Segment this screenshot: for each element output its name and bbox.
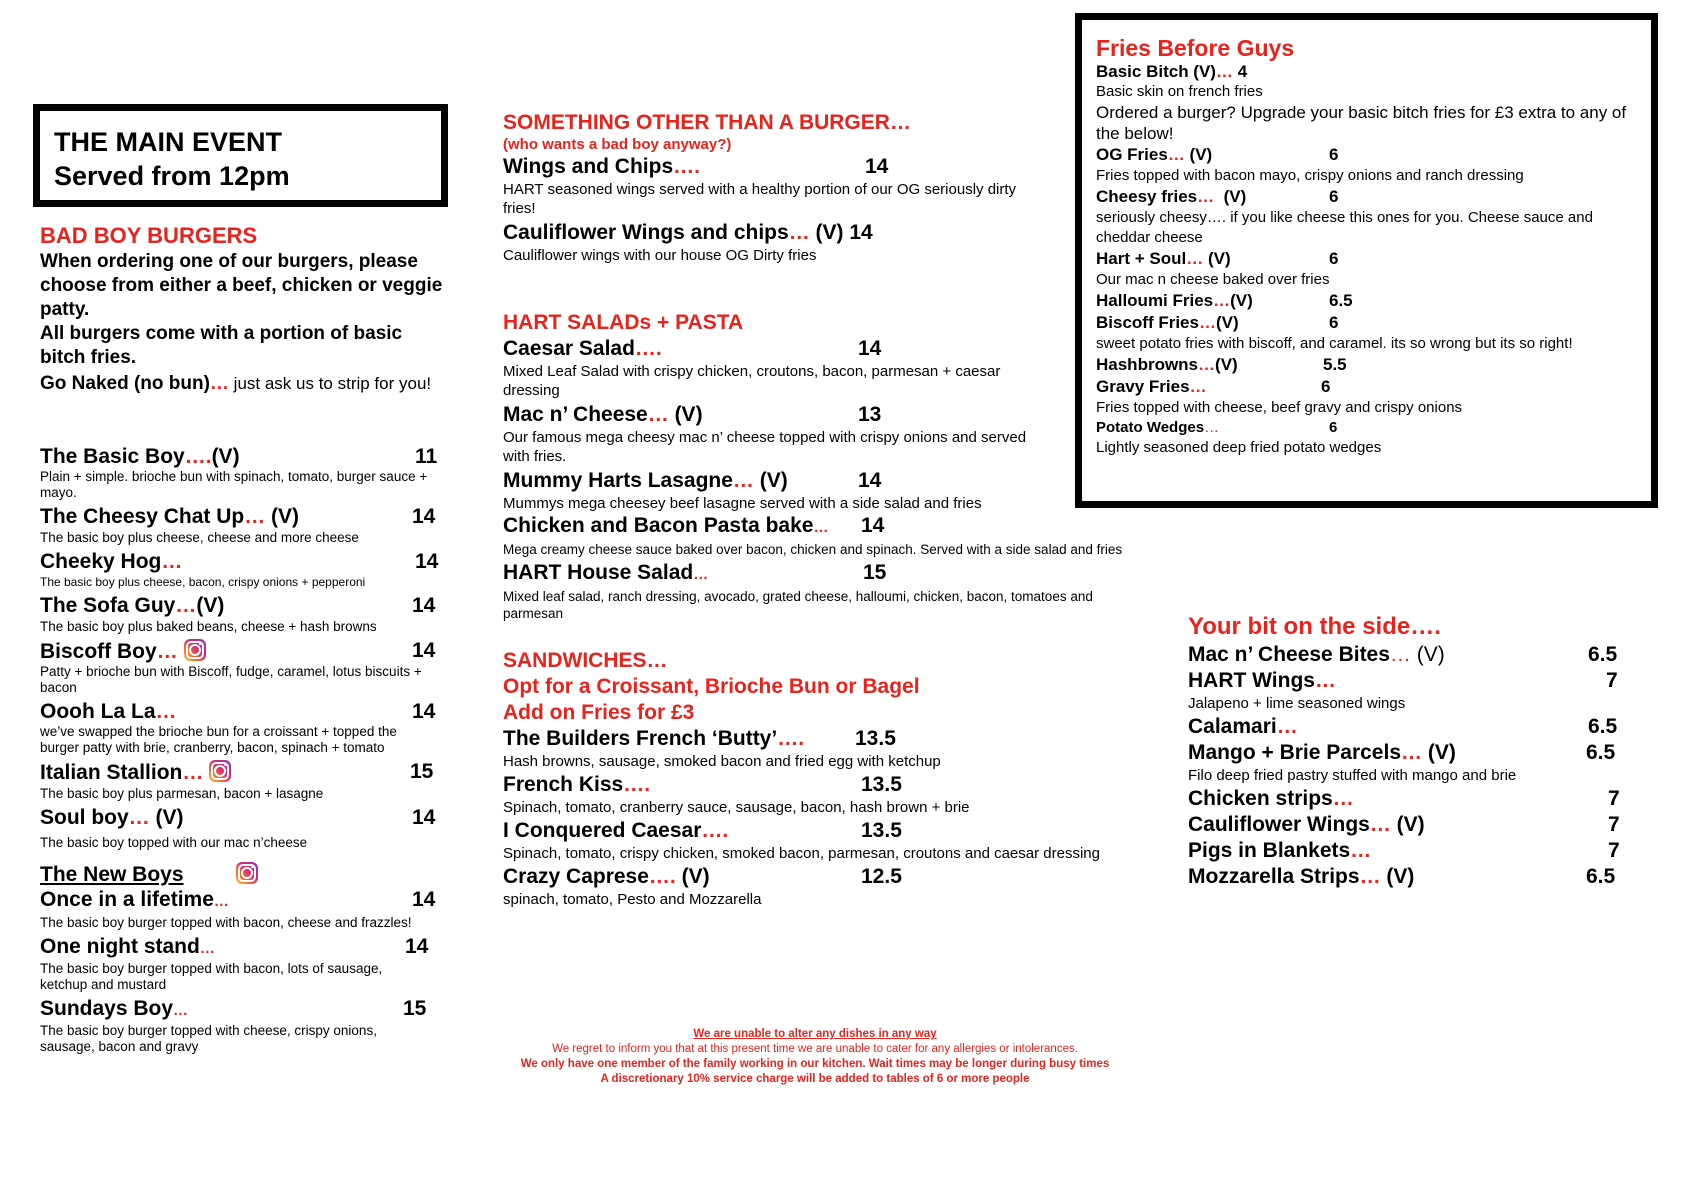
fries-upgrade-note: Ordered a burger? Upgrade your basic bitch fries for £3 extra to any of the below! (1096, 103, 1627, 143)
item-price: 6 (1329, 145, 1339, 164)
main-event-hours: Served from 12pm (54, 161, 290, 191)
sandwiches-fries-addon: Add on Fries for £3 (503, 701, 695, 724)
item-desc: Filo deep fried pastry stuffed with mango and brie (1188, 767, 1517, 784)
item-price: 11 (415, 445, 438, 468)
item-price: 12.5 (861, 865, 902, 888)
menu-item-chicken-strips (1188, 786, 1628, 812)
item-name: Oooh La La (40, 700, 156, 723)
go-naked-label: Go Naked (no bun) (40, 373, 210, 394)
menu-item-gravy-fries (1096, 376, 1641, 398)
burgers-fries-note: All burgers come with a portion of basic bitch fries. (40, 323, 403, 368)
item-price: 15 (863, 561, 887, 584)
menu-item-potato-wedges (1096, 418, 1641, 438)
item-desc: The basic boy topped with our mac n’cheese (40, 835, 308, 850)
item-dots: … (813, 519, 829, 536)
menu-item-mummy-harts-lasagne (503, 468, 1163, 494)
menu-item-hashbrowns (1096, 354, 1641, 376)
new-boys-section (40, 862, 450, 1055)
item-desc: Jalapeno + lime seasoned wings (1188, 695, 1406, 712)
item-suffix: (V) (211, 445, 240, 468)
menu-item-caesar-salad (503, 336, 1163, 362)
item-desc: Mixed Leaf Salad with crispy chicken, croutons, bacon, parmesan + caesar dressing (503, 363, 1001, 399)
item-name: One night stand (40, 935, 200, 958)
item-name: Mango + Brie Parcels (1188, 741, 1402, 764)
menu-item-halloumi-fries (1096, 290, 1641, 312)
menu-item-french-kiss (503, 772, 1163, 798)
menu-item-cheesy-chat-up (40, 505, 450, 529)
item-dots: …. (634, 337, 662, 360)
item-dots: … (1198, 355, 1216, 374)
menu-item-mac-cheese-bites (1188, 642, 1628, 668)
item-price: 6.5 (1329, 291, 1353, 310)
instagram-icon (209, 760, 231, 782)
menu-item-basic-boy (40, 445, 450, 469)
menu-item-once-in-a-lifetime (40, 888, 450, 914)
item-price: 7 (1608, 787, 1620, 810)
item-dots: … (1401, 741, 1423, 764)
item-dots: … (1186, 249, 1204, 268)
item-price: 14 (861, 514, 885, 537)
item-suffix: (V) (196, 594, 225, 617)
item-dots: … (161, 550, 183, 573)
menu-item-mac-n-cheese (503, 402, 1163, 428)
salads-title: HART SALADs + PASTA (503, 311, 744, 334)
item-name: Hart + Soul (1096, 249, 1187, 268)
item-price: 14 (412, 888, 436, 911)
burgers-intro: When ordering one of our burgers, please choose from either a beef, chicken or veggie patty. (40, 251, 443, 320)
item-dots: … (1314, 669, 1336, 692)
notice-wait-times: We only have one member of the family working in our kitchen. Wait times may be longer during busy times (520, 1058, 1110, 1070)
sides-section (1188, 612, 1628, 890)
item-name: Biscoff Boy (40, 640, 157, 663)
item-suffix: (V) (1214, 187, 1247, 206)
item-name: Caesar Salad (503, 337, 635, 360)
item-suffix: (V) (1410, 643, 1445, 666)
item-name: Mac n’ Cheese (503, 403, 648, 426)
item-price: 14 (412, 806, 436, 829)
item-dots: … (1197, 187, 1215, 206)
item-name: Basic Bitch (V) (1096, 62, 1216, 81)
item-dots: … (128, 806, 150, 829)
item-price: 6.5 (1588, 643, 1618, 666)
item-dots: … (1389, 643, 1411, 666)
item-dots: … (1359, 865, 1381, 888)
instagram-icon (184, 639, 206, 661)
item-price: 6 (1329, 419, 1338, 436)
item-suffix: (V) (1215, 355, 1238, 374)
item-dots: … (1167, 145, 1185, 164)
item-name: Cauliflower Wings (1188, 813, 1370, 836)
item-price: 14 (849, 221, 873, 244)
menu-item-cauliflower-wings-chips (503, 220, 1063, 246)
item-name: Calamari (1188, 715, 1277, 738)
menu-item-sofa-guy (40, 594, 450, 618)
item-price: 13.5 (861, 773, 902, 796)
item-name: Sundays Boy (40, 997, 174, 1020)
item-name: Cauliflower Wings and chips (503, 221, 789, 244)
item-desc: Plain + simple. brioche bun with spinach, tomato, burger sauce + mayo. (40, 469, 428, 500)
burgers-list (40, 445, 450, 851)
item-price: 13.5 (861, 819, 902, 842)
fries-title: Fries Before Guys (1096, 35, 1295, 61)
burgers-section (40, 222, 450, 396)
menu-item-biscoff-fries (1096, 312, 1641, 334)
item-price: 15 (403, 997, 427, 1020)
item-desc: The basic boy plus cheese, cheese and more cheese (40, 530, 359, 545)
item-name: Halloumi Fries (1096, 291, 1214, 310)
item-dots: … (156, 640, 178, 663)
item-suffix: (V) (1422, 741, 1456, 764)
item-price: 6.5 (1586, 865, 1616, 888)
item-suffix: (V) (265, 505, 300, 528)
item-suffix: (V) (809, 221, 844, 244)
item-price: 4 (1232, 62, 1248, 81)
item-name: The Cheesy Chat Up (40, 505, 245, 528)
item-desc: The basic boy burger topped with bacon, lots of sausage, ketchup and mustard (40, 961, 383, 992)
notice-service-charge: A discretionary 10% service charge will be added to tables of 6 or more people (600, 1073, 1030, 1085)
item-price: 6 (1321, 377, 1331, 396)
menu-item-biscoff-boy (40, 639, 450, 664)
item-price: 14 (412, 700, 436, 723)
item-name: Chicken and Bacon Pasta bake (503, 514, 814, 537)
other-subtitle: (who wants a bad boy anyway?) (503, 136, 732, 153)
item-price: 13 (858, 403, 882, 426)
item-name: The Sofa Guy (40, 594, 176, 617)
item-name: I Conquered Caesar (503, 819, 702, 842)
item-desc: Patty + brioche bun with Biscoff, fudge, caramel, lotus biscuits + bacon (40, 664, 422, 695)
main-event-box (33, 104, 448, 207)
menu-item-calamari (1188, 714, 1628, 740)
item-suffix: (V) (753, 469, 788, 492)
item-price: 6 (1329, 313, 1339, 332)
fries-box (1075, 13, 1658, 508)
item-dots: …. (648, 865, 676, 888)
item-desc: The basic boy burger topped with bacon, cheese and frazzles! (40, 915, 412, 930)
item-price: 7 (1606, 669, 1618, 692)
item-suffix: (V) (149, 806, 184, 829)
item-suffix: (V) (1380, 865, 1415, 888)
item-dots: … (1215, 62, 1233, 81)
item-name: Pigs in Blankets (1188, 839, 1351, 862)
item-dots: … (693, 566, 709, 583)
menu-item-italian-stallion (40, 760, 450, 785)
item-name: Soul boy (40, 806, 129, 829)
item-price: 6 (1329, 249, 1339, 268)
item-dots: … (1189, 377, 1207, 396)
item-price: 14 (865, 155, 889, 178)
item-name: Cheesy fries (1096, 187, 1198, 206)
item-name: Potato Wedges (1096, 419, 1205, 436)
menu-item-crazy-caprese (503, 864, 1163, 890)
item-desc: Our mac n cheese baked over fries (1096, 271, 1330, 288)
item-price: 14 (858, 469, 882, 492)
menu-item-soul-boy (40, 806, 450, 830)
item-desc: Fries topped with cheese, beef gravy and crispy onions (1096, 399, 1463, 416)
item-desc: The basic boy plus cheese, bacon, crispy onions + pepperoni (40, 575, 366, 589)
salads-section (503, 310, 1163, 622)
go-naked-dots: … (209, 373, 229, 394)
item-desc: HART seasoned wings served with a healthy portion of our OG seriously dirty fries! (503, 181, 1017, 217)
menu-item-og-fries (1096, 144, 1641, 166)
item-desc: Mega creamy cheese sauce baked over bacon, chicken and spinach. Served with a side salad and fries (503, 542, 1123, 557)
item-name: Wings and Chips (503, 155, 674, 178)
menu-item-hart-soul (1096, 248, 1641, 270)
item-dots: … (1276, 715, 1298, 738)
item-name: OG Fries (1096, 145, 1168, 164)
item-name: Chicken strips (1188, 787, 1333, 810)
item-price: 14 (412, 505, 436, 528)
item-price: 6.5 (1588, 715, 1618, 738)
item-dots: … (173, 1002, 189, 1019)
item-desc: Spinach, tomato, crispy chicken, smoked bacon, parmesan, croutons and caesar dressing (503, 845, 1100, 862)
item-dots: … (155, 700, 177, 723)
item-name: HART House Salad (503, 561, 694, 584)
item-suffix: (V) (1230, 291, 1253, 310)
item-name: Cheeky Hog (40, 550, 162, 573)
item-desc: Lightly seasoned deep fried potato wedges (1096, 439, 1382, 456)
item-dots: … (1369, 813, 1391, 836)
item-price: 5.5 (1323, 355, 1347, 374)
item-dots: … (213, 893, 229, 910)
item-desc: Spinach, tomato, cranberry sauce, sausage, bacon, hash brown + brie (503, 799, 970, 816)
item-name: The Basic Boy (40, 445, 185, 468)
go-naked-text: just ask us to strip for you! (228, 374, 432, 393)
item-name: Once in a lifetime (40, 888, 214, 911)
notice-no-alterations: We are unable to alter any dishes in any way (693, 1028, 937, 1040)
item-suffix: (V) (1184, 145, 1213, 164)
item-desc: Mixed leaf salad, ranch dressing, avocado, grated cheese, halloumi, chicken, bacon, tomatoes and parmesan (503, 589, 1093, 621)
new-boys-title-text: The New Boys (40, 863, 184, 886)
item-suffix: (V) (1215, 313, 1239, 332)
main-event-title: THE MAIN EVENT (54, 127, 283, 157)
menu-item-mango-brie-parcels (1188, 740, 1628, 766)
item-dots: … (244, 505, 266, 528)
menu-item-oooh-la-la (40, 700, 450, 724)
burgers-title: BAD BOY BURGERS (40, 223, 258, 248)
menu-item-wings-and-chips (503, 154, 1063, 180)
sandwiches-bread-options: Opt for a Croissant, Brioche Bun or Bagel (503, 675, 920, 698)
item-price: 14 (412, 639, 436, 662)
notices (470, 1027, 1160, 1087)
item-desc: we’ve swapped the brioche bun for a croissant + topped the burger patty with brie, cranberry, bacon, spinach + tomato (40, 724, 397, 755)
item-dots: …. (701, 819, 729, 842)
item-dots: … (1213, 291, 1231, 310)
sandwiches-section (503, 648, 1163, 910)
new-boys-title (40, 862, 450, 888)
item-suffix: (V) (1390, 813, 1425, 836)
item-price: 14 (858, 337, 882, 360)
item-name: Biscoff Fries (1096, 313, 1199, 332)
item-name: HART Wings (1188, 669, 1315, 692)
item-name: Crazy Caprese (503, 865, 649, 888)
item-dots: … (175, 594, 197, 617)
menu-item-cauliflower-wings (1188, 812, 1628, 838)
menu-item-hart-wings (1188, 668, 1628, 694)
sides-title: Your bit on the side…. (1188, 613, 1441, 640)
item-dots: … (732, 469, 754, 492)
item-price: 13.5 (855, 727, 896, 750)
item-name: Gravy Fries (1096, 377, 1190, 396)
item-dots: …. (184, 445, 212, 468)
item-dots: …. (673, 155, 700, 178)
go-naked-note (40, 372, 450, 396)
item-desc: sweet potato fries with biscoff, and caramel. its so wrong but its so right! (1096, 335, 1573, 352)
item-desc: Mummys mega cheesey beef lasagne served with a side salad and fries (503, 495, 982, 512)
item-name: Mozzarella Strips (1188, 865, 1360, 888)
other-title: SOMETHING OTHER THAN A BURGER… (503, 111, 911, 134)
menu-item-basic-bitch (1096, 62, 1641, 82)
item-desc: The basic boy burger topped with cheese, crispy onions, sausage, bacon and gravy (40, 1023, 377, 1054)
item-dots: … (1332, 787, 1354, 810)
menu-item-mozzarella-strips (1188, 864, 1628, 890)
menu-item-cheeky-hog (40, 550, 450, 574)
item-desc: The basic boy plus baked beans, cheese + hash browns (40, 619, 377, 634)
item-dots: … (1198, 313, 1216, 332)
item-dots: … (1350, 839, 1372, 862)
item-suffix: (V) (668, 403, 703, 426)
item-dots: …. (777, 727, 805, 750)
item-price: 15 (410, 760, 434, 783)
item-price: 14 (412, 594, 436, 617)
item-price: 7 (1608, 813, 1620, 836)
item-dots: …. (623, 773, 651, 796)
item-dots: … (199, 940, 215, 957)
item-price: 14 (405, 935, 429, 958)
item-price: 14 (415, 550, 439, 573)
menu-item-sundays-boy (40, 997, 450, 1023)
item-suffix: (V) (675, 865, 710, 888)
basic-bitch-desc: Basic skin on french fries (1096, 83, 1263, 100)
menu-item-chicken-bacon-pasta-bake (503, 513, 1163, 541)
menu-item-cheesy-fries (1096, 186, 1641, 208)
item-price: 6 (1329, 187, 1339, 206)
instagram-icon (236, 862, 258, 884)
item-suffix: (V) (1203, 249, 1231, 268)
item-desc: The basic boy plus parmesan, bacon + lasagne (40, 786, 324, 801)
menu-item-i-conquered-caesar (503, 818, 1163, 844)
item-dots: … (647, 403, 669, 426)
sandwiches-title: SANDWICHES… (503, 649, 668, 672)
menu-item-hart-house-salad (503, 560, 1163, 588)
item-dots: … (788, 221, 810, 244)
item-desc: Fries topped with bacon mayo, crispy onions and ranch dressing (1096, 167, 1524, 184)
item-name: Italian Stallion (40, 761, 183, 784)
item-desc: spinach, tomato, Pesto and Mozzarella (503, 891, 762, 908)
item-name: Hashbrowns (1096, 355, 1199, 374)
item-desc: Cauliflower wings with our house OG Dirty fries (503, 247, 817, 264)
item-name: French Kiss (503, 773, 624, 796)
item-dots: … (182, 761, 204, 784)
menu-item-builders-french-butty (503, 726, 1163, 752)
item-dots: … (1204, 419, 1220, 436)
item-name: Mummy Harts Lasagne (503, 469, 733, 492)
item-name: Mac n’ Cheese Bites (1188, 643, 1390, 666)
item-desc: Our famous mega cheesy mac n’ cheese topped with crispy onions and served with fries. (503, 429, 1027, 465)
menu-item-pigs-in-blankets (1188, 838, 1628, 864)
item-price: 6.5 (1586, 741, 1616, 764)
other-section (503, 110, 1063, 265)
item-desc: Hash browns, sausage, smoked bacon and fried egg with ketchup (503, 753, 941, 770)
menu-item-one-night-stand (40, 935, 450, 961)
notice-allergies: We regret to inform you that at this present time we are unable to cater for any allergies or intolerances. (552, 1043, 1078, 1055)
item-price: 7 (1608, 839, 1620, 862)
item-name: The Builders French ‘Butty’ (503, 727, 778, 750)
item-desc: seriously cheesy…. if you like cheese this ones for you. Cheese sauce and cheddar cheese (1096, 209, 1593, 246)
